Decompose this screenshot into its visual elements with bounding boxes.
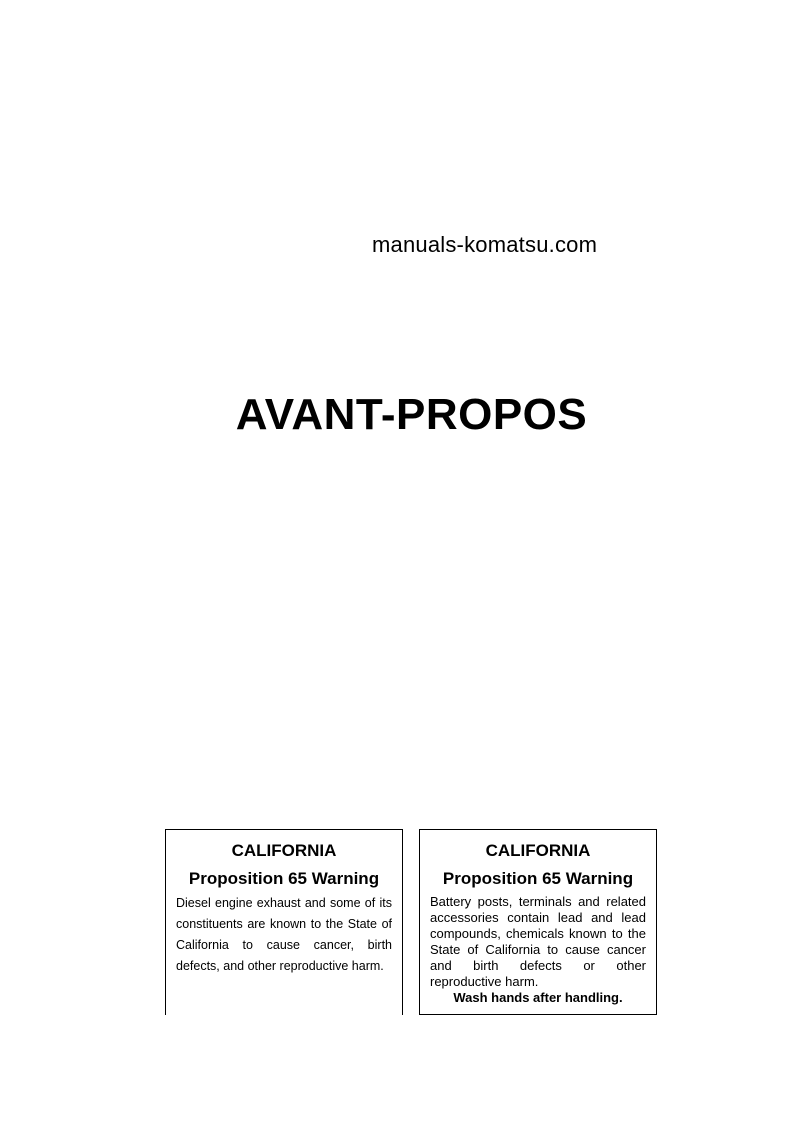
warning-heading: CALIFORNIA xyxy=(485,841,591,860)
warning-text: Battery posts, terminals and related accessories contain lead and lead compounds, chemicals known to the State of California to cause cancer and birth defects or other reproductive harm. xyxy=(430,894,646,989)
warning-text: Diesel engine exhaust and some of its constituents are known to the State of California to cause cancer, birth defects, and other reproductive harm. xyxy=(176,896,392,973)
watermark-text: manuals-komatsu.com xyxy=(372,232,598,257)
warning-footer: Wash hands after handling. xyxy=(453,990,623,1005)
warning-subheading: Proposition 65 Warning xyxy=(442,869,634,888)
prop65-warning-exhaust xyxy=(165,829,403,1015)
page-title: AVANT-PROPOS xyxy=(235,390,588,439)
warning-heading: CALIFORNIA xyxy=(231,841,337,860)
prop65-warning-battery xyxy=(419,829,657,1015)
warning-subheading: Proposition 65 Warning xyxy=(188,869,380,888)
